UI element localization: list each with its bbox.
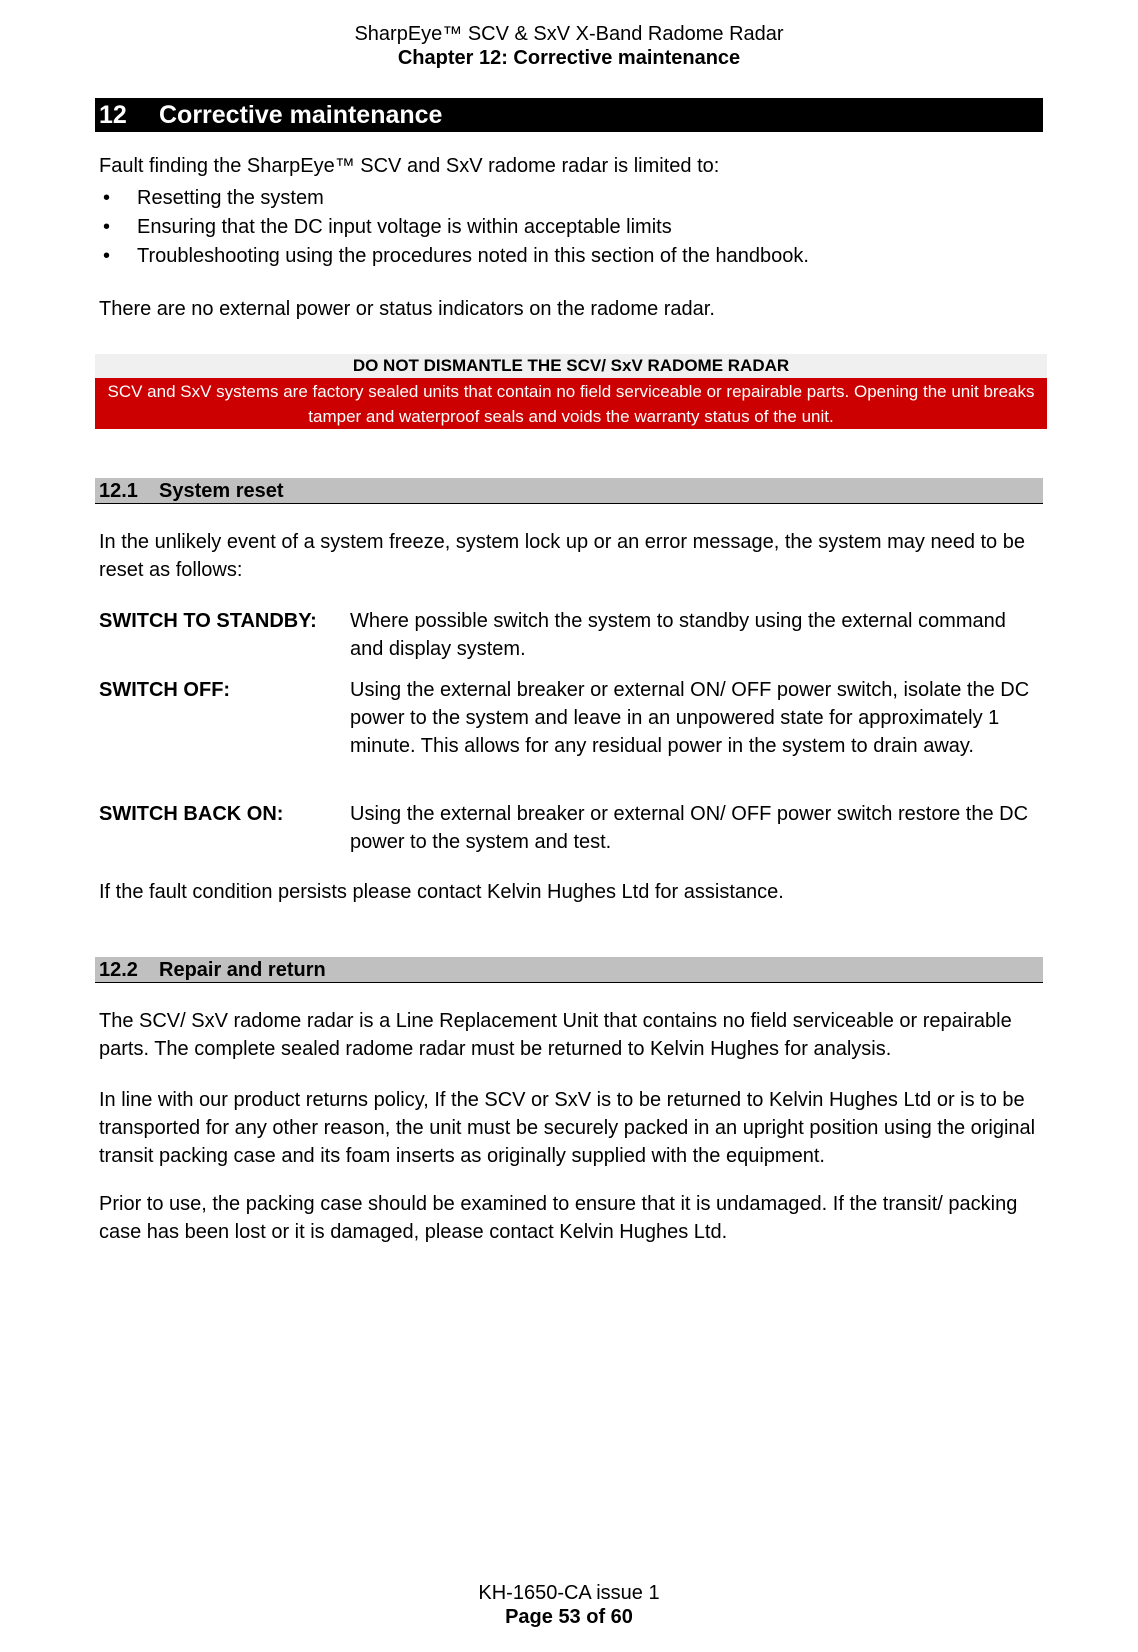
list-item (99, 242, 1039, 271)
chapter-title: Corrective maintenance (159, 101, 443, 129)
step-description: Where possible switch the system to standby using the external command and display system. (350, 610, 1006, 660)
page-header (0, 22, 1138, 70)
section-title: Repair and return (159, 959, 326, 981)
list-item (99, 213, 1039, 242)
list-item-text: Troubleshooting using the procedures noted in this section of the handbook. (137, 245, 809, 267)
list-item-text: Ensuring that the DC input voltage is within acceptable limits (137, 216, 672, 238)
intro-lead: Fault finding the SharpEye™ SCV and SxV radome radar is limited to: (99, 155, 720, 177)
section-heading-system-reset (95, 478, 1043, 504)
step-term: SWITCH BACK ON: (99, 803, 284, 825)
step-term: SWITCH TO STANDBY: (99, 610, 317, 632)
footer-doc-ref: KH-1650-CA issue 1 (478, 1582, 660, 1604)
header-doc-title: SharpEye™ SCV & SxV X-Band Radome Radar (354, 23, 784, 45)
section-title: System reset (159, 480, 284, 502)
chapter-heading (95, 98, 1043, 132)
reset-step-off (99, 676, 1039, 760)
step-description: Using the external breaker or external ON/ OFF power switch, isolate the DC power to the system and leave in an unpowered state for approximately 1 minute. This allows for any residual power in the system to drain away. (350, 679, 1030, 757)
step-description: Using the external breaker or external ON/ OFF power switch restore the DC power to the system and test. (350, 803, 1029, 853)
chapter-number: 12 (99, 101, 127, 129)
section-heading-repair-return (95, 957, 1043, 983)
warning-text: SCV and SxV systems are factory sealed units that contain no field serviceable or repairable parts. Opening the unit breaks tamper and waterproof seals and voids the warranty status of the unit. (95, 378, 1047, 429)
repair-paragraph: In line with our product returns policy, If the SCV or SxV is to be returned to Kelvin Hughes Ltd or is to be transported for any other reason, the unit must be securely packed in an upright position using the original transit packing case and its foam inserts as originally supplied with the equipment. (99, 1089, 1036, 1167)
reset-closing: If the fault condition persists please contact Kelvin Hughes Ltd for assistance. (99, 881, 784, 903)
step-term: SWITCH OFF: (99, 679, 231, 701)
reset-intro: In the unlikely event of a system freeze, system lock up or an error message, the system may need to be reset as follows: (99, 531, 1025, 581)
repair-paragraph: Prior to use, the packing case should be examined to ensure that it is undamaged. If the transit/ packing case has been lost or it is damaged, please contact Kelvin Hughes Ltd. (99, 1193, 1018, 1243)
bullet-glyph: • (103, 245, 111, 267)
bullet-glyph: • (103, 187, 111, 209)
reset-step-standby (99, 607, 1039, 663)
repair-paragraph: The SCV/ SxV radome radar is a Line Replacement Unit that contains no field serviceable or repairable parts. The complete sealed radome radar must be returned to Kelvin Hughes for analysis. (99, 1010, 1012, 1060)
header-chapter-title: Chapter 12: Corrective maintenance (397, 47, 741, 69)
page-footer (0, 1581, 1138, 1629)
intro-bullet-list (99, 184, 1039, 271)
footer-page-number: Page 53 of 60 (505, 1606, 633, 1628)
list-item (99, 184, 1039, 213)
section-number: 12.2 (99, 959, 138, 981)
section-number: 12.1 (99, 480, 138, 502)
list-item-text: Resetting the system (137, 187, 324, 209)
bullet-glyph: • (103, 216, 111, 238)
reset-step-back-on (99, 800, 1039, 856)
warning-title: DO NOT DISMANTLE THE SCV/ SxV RADOME RADAR (95, 354, 1047, 378)
intro-note: There are no external power or status indicators on the radome radar. (99, 298, 715, 320)
